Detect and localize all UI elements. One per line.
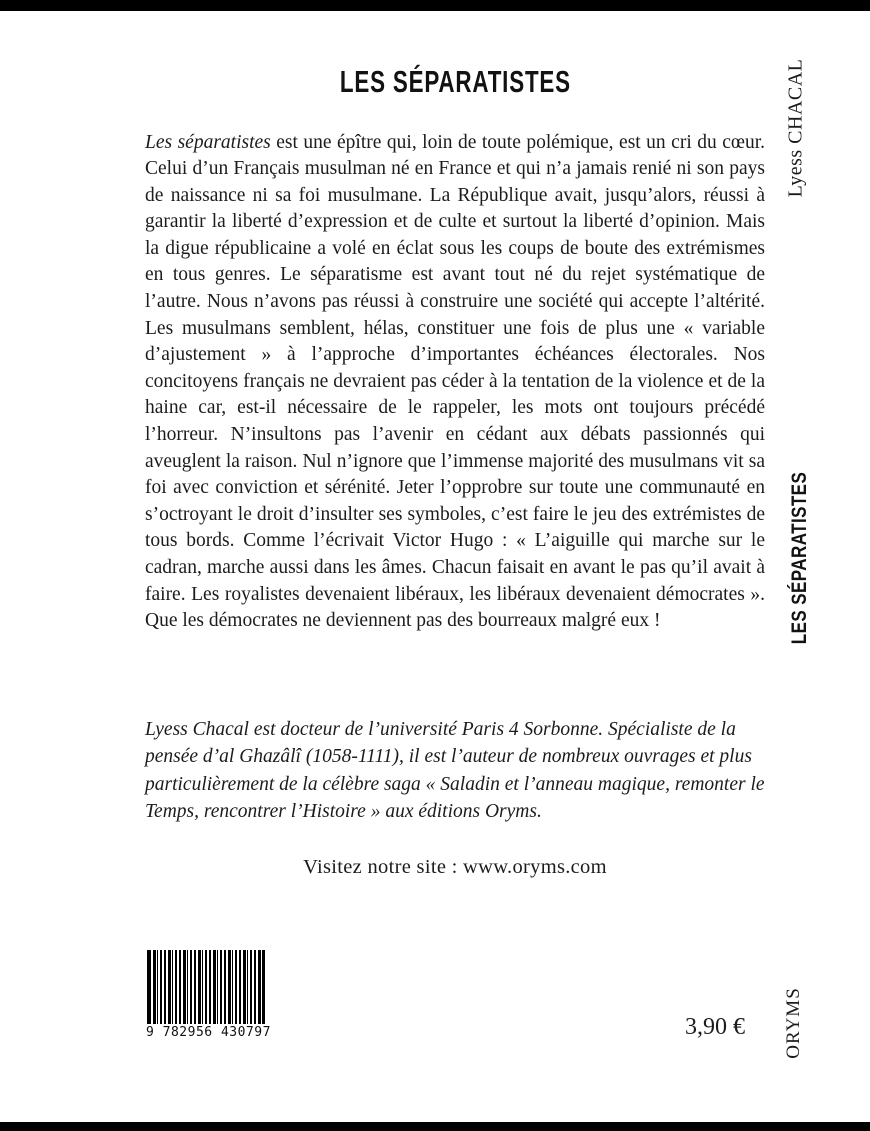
author-bio-paragraph: Lyess Chacal est docteur de l’université Paris 4 Sorbonne. Spécialiste de la pensée d’al Ghazâlî (1058-1111), il est l’auteur de nombreux ouvrages et plus particulièrement de la célèbre saga « Saladin et l’anneau magique, remonter le Temps, rencontrer l’Histoire » aux éditions Oryms. — [145, 718, 765, 822]
synopsis-lead-italic: Les séparatistes — [145, 131, 271, 153]
barcode — [146, 950, 271, 1040]
top-trim-bar — [0, 0, 870, 11]
spine-author-name: Lyess CHACAL — [784, 58, 807, 198]
book-title: LES SÉPARATISTES — [339, 64, 571, 99]
price-label: 3,90 € — [685, 1014, 745, 1040]
spine-publisher-name: ORYMS — [783, 987, 804, 1059]
synopsis-paragraph — [145, 130, 765, 635]
title-block — [145, 66, 765, 98]
website-line: Visitez notre site : www.oryms.com — [303, 856, 607, 878]
barcode-bars-icon — [147, 950, 265, 1024]
barcode-digits: 9 782956 430797 — [146, 1025, 271, 1040]
synopsis-body-text: est une épître qui, loin de toute polémique, est un cri du cœur. Celui d’un Français musulman né en France et qui n’a jamais renié ni son pays de naissance ni sa foi musulmane. La République avait, jusqu’alors, réussi à garantir la liberté d’expression et de culte et surtout la liberté d’opinion. Mais la digue républicaine a volé en éclat sous les coups de boute des extrémismes en tous genres. Le séparatisme est avant tout né du rejet systématique de l’autre. Nous n’avons pas réussi à construire une société qui accepte l’altérité. Les musulmans semblent, hélas, constituer une fois de plus une « variable d’ajustement » à l’approche d’importantes échéances électorales. Nos concitoyens français ne devraient pas céder à la tentation de la violence et de la haine car, est-il nécessaire de le rappeler, les mots ont toujours précédé l’horreur. N’insultons pas l’avenir en cédant aux débats passionnés qui aveuglent la raison. Nul n’ignore que l’immense majorité des musulmans vit sa foi avec conviction et sérénité. Jeter l’opprobre sur toute une communauté en s’octroyant le droit d’insulter ses symboles, c’est faire le jeu des extrémistes de tous bords. Comme l’écrivait Victor Hugo : « L’aiguille qui marche sur le cadran, marche aussi dans les âmes. Chacun faisait en avant le pas qu’il avait à faire. Les royalistes devenaient libéraux, les libéraux devenaient démocrates ». Que les démocrates ne deviennent pas des bourreaux malgré eux ! — [145, 131, 765, 632]
spine-book-title: LES SÉPARATISTES — [787, 471, 812, 645]
bottom-trim-bar — [0, 1122, 870, 1131]
